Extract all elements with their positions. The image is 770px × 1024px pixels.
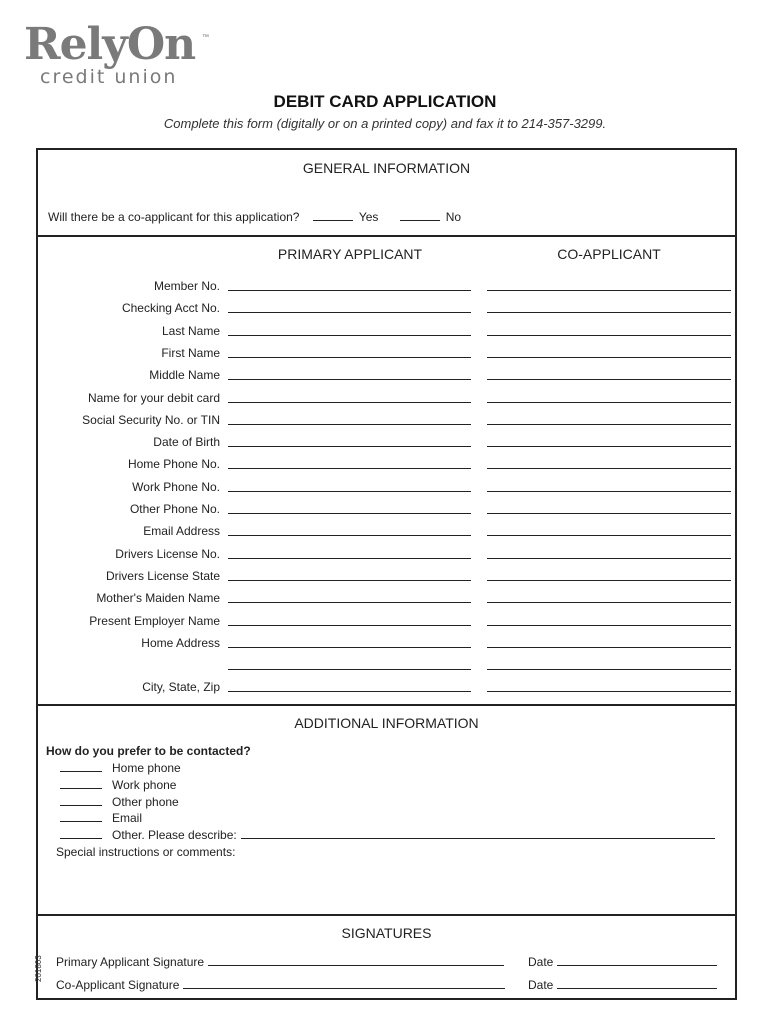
- primary-field-line[interactable]: [228, 669, 471, 670]
- field-label: Date of Birth: [153, 435, 220, 450]
- primary-field-line[interactable]: [228, 402, 471, 403]
- date-label: Date: [528, 955, 554, 969]
- logo-tagline: credit union: [40, 66, 178, 88]
- co-signature-line[interactable]: [183, 988, 505, 989]
- no-blank[interactable]: [400, 220, 440, 221]
- contact-option-email[interactable]: [60, 811, 142, 825]
- field-label: Drivers License No.: [115, 546, 220, 561]
- primary-field-line[interactable]: [228, 357, 471, 358]
- primary-signature-label: Primary Applicant Signature: [56, 955, 205, 969]
- primary-date-line[interactable]: [557, 965, 717, 966]
- co-applicant-field-line[interactable]: [487, 669, 731, 670]
- field-label: Mother's Maiden Name: [96, 591, 220, 606]
- contact-option-work-phone[interactable]: [60, 778, 176, 792]
- primary-field-line[interactable]: [228, 468, 471, 469]
- field-label: Other Phone No.: [129, 502, 220, 516]
- primary-field-line[interactable]: [228, 602, 471, 603]
- primary-field-line[interactable]: [228, 625, 471, 626]
- co-applicant-field-line[interactable]: [487, 312, 731, 313]
- co-applicant-field-line[interactable]: [487, 402, 731, 403]
- contact-option-home-phone[interactable]: [60, 761, 181, 775]
- primary-field-line[interactable]: [228, 647, 471, 648]
- co-applicant-field-line[interactable]: [487, 625, 731, 626]
- field-label: Middle Name: [149, 368, 220, 383]
- primary-field-line[interactable]: [228, 424, 471, 425]
- co-applicant-heading: CO-APPLICANT: [557, 246, 661, 262]
- page-title: DEBIT CARD APPLICATION: [273, 92, 497, 111]
- co-applicant-field-line[interactable]: [487, 379, 731, 380]
- signatures-heading: SIGNATURES: [341, 925, 432, 941]
- field-label: Present Employer Name: [89, 613, 220, 628]
- logo-trademark: ™: [202, 34, 209, 41]
- logo-wordmark: RelyOn: [24, 19, 196, 70]
- page-subtitle: Complete this form (digitally or on a printed copy) and fax it to 214-357-3299.: [163, 116, 607, 131]
- section-divider: [36, 704, 737, 706]
- field-label: Name for your debit card: [87, 390, 220, 405]
- section-divider: [36, 235, 737, 237]
- option-blank[interactable]: [60, 838, 102, 839]
- option-label: Other phone: [112, 795, 179, 809]
- option-blank[interactable]: [60, 788, 102, 789]
- special-instructions-label: Special instructions or comments:: [56, 845, 236, 859]
- field-label: Home Phone No.: [127, 457, 220, 472]
- co-signature-row: [56, 978, 505, 992]
- co-date-row: [528, 978, 717, 992]
- co-applicant-field-line[interactable]: [487, 691, 731, 692]
- additional-info-heading: ADDITIONAL INFORMATION: [294, 715, 479, 731]
- co-applicant-question: [48, 210, 461, 224]
- primary-field-line[interactable]: [228, 379, 471, 380]
- option-label: Work phone: [112, 778, 177, 792]
- option-blank[interactable]: [60, 805, 102, 806]
- co-applicant-field-line[interactable]: [487, 647, 731, 648]
- field-label: Last Name: [161, 323, 220, 338]
- primary-field-line[interactable]: [228, 312, 471, 313]
- field-label: Home Address: [141, 635, 220, 650]
- primary-field-line[interactable]: [228, 691, 471, 692]
- form-code: 201803: [34, 955, 43, 982]
- co-applicant-field-line[interactable]: [487, 558, 731, 559]
- co-applicant-field-line[interactable]: [487, 357, 731, 358]
- co-applicant-field-line[interactable]: [487, 446, 731, 447]
- option-blank[interactable]: [60, 771, 102, 772]
- contact-question: How do you prefer to be contacted?: [46, 744, 251, 758]
- primary-field-line[interactable]: [228, 580, 471, 581]
- co-date-line[interactable]: [557, 988, 717, 989]
- primary-field-line[interactable]: [228, 535, 471, 536]
- field-label: Drivers License State: [105, 568, 220, 583]
- general-info-heading: GENERAL INFORMATION: [302, 160, 471, 176]
- co-applicant-field-line[interactable]: [487, 513, 731, 514]
- other-describe-line[interactable]: [241, 838, 715, 839]
- co-applicant-field-line[interactable]: [487, 602, 731, 603]
- primary-field-line[interactable]: [228, 446, 471, 447]
- co-applicant-field-line[interactable]: [487, 580, 731, 581]
- primary-field-line[interactable]: [228, 491, 471, 492]
- field-label: First Name: [161, 345, 220, 360]
- primary-applicant-heading: PRIMARY APPLICANT: [277, 246, 423, 262]
- primary-field-line[interactable]: [228, 513, 471, 514]
- yes-label: Yes: [358, 210, 379, 224]
- field-label: Email Address: [143, 524, 220, 539]
- field-label: Social Security No. or TIN: [82, 412, 220, 427]
- field-label: Work Phone No.: [132, 479, 220, 494]
- co-applicant-question-text: Will there be a co-applicant for this application?: [48, 210, 300, 224]
- primary-field-line[interactable]: [228, 558, 471, 559]
- co-applicant-field-line[interactable]: [487, 468, 731, 469]
- primary-signature-line[interactable]: [208, 965, 504, 966]
- field-label: Checking Acct No.: [121, 301, 220, 316]
- option-label: Other. Please describe:: [112, 828, 237, 842]
- co-applicant-field-line[interactable]: [487, 335, 731, 336]
- co-signature-label: Co-Applicant Signature: [56, 978, 180, 992]
- co-applicant-field-line[interactable]: [487, 535, 731, 536]
- relyon-logo: [24, 19, 214, 92]
- co-applicant-field-line[interactable]: [487, 491, 731, 492]
- co-applicant-field-line[interactable]: [487, 424, 731, 425]
- field-label: City, State, Zip: [142, 680, 220, 695]
- yes-blank[interactable]: [313, 220, 353, 221]
- contact-option-other-phone[interactable]: [60, 795, 179, 809]
- primary-field-line[interactable]: [228, 335, 471, 336]
- no-label: No: [445, 210, 462, 224]
- contact-option-other[interactable]: [60, 828, 715, 842]
- option-label: Email: [112, 811, 143, 825]
- option-label: Home phone: [112, 761, 181, 775]
- option-blank[interactable]: [60, 821, 102, 822]
- primary-signature-row: [56, 955, 504, 969]
- date-label: Date: [528, 978, 554, 992]
- field-label: Member No.: [153, 279, 220, 293]
- primary-date-row: [528, 955, 717, 969]
- section-divider: [36, 914, 737, 916]
- primary-field-line[interactable]: [228, 290, 471, 291]
- co-applicant-field-line[interactable]: [487, 290, 731, 291]
